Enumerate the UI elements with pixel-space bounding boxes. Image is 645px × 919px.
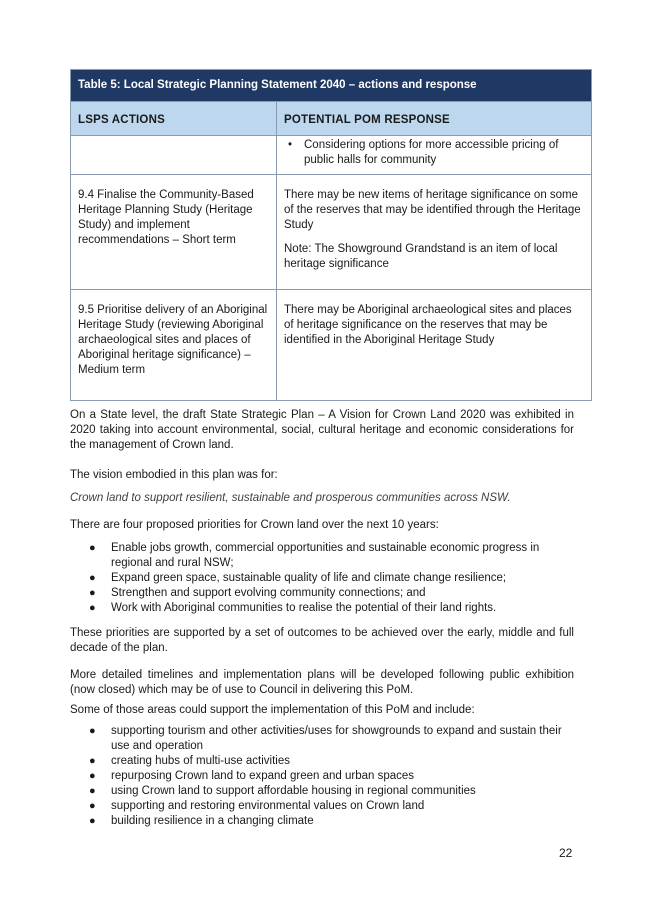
paragraph-areas-intro <box>70 703 574 718</box>
vision-quote <box>70 491 574 506</box>
bullet-icon: ● <box>89 542 96 554</box>
paragraph-state-plan <box>70 408 574 453</box>
list-item-text: Strengthen and support evolving community connections; and <box>111 587 426 599</box>
list-item <box>70 769 574 784</box>
areas-list <box>70 724 574 829</box>
paragraph-timelines <box>70 668 574 698</box>
list-item-text: creating hubs of multi-use activities <box>111 755 290 767</box>
lsps-table <box>70 69 592 401</box>
response-bullet-text: Considering options for more accessible pricing of public halls for community <box>304 139 559 166</box>
list-item <box>70 586 574 601</box>
column-header-response: POTENTIAL POM RESPONSE <box>277 102 592 136</box>
response-note: Note: The Showground Grandstand is an item of local heritage significance <box>284 243 558 270</box>
table-row <box>71 290 592 401</box>
list-item <box>70 724 574 754</box>
paragraph-text: On a State level, the draft State Strategic Plan – A Vision for Crown Land 2020 was exhibited in 2020 taking into account environmental, social, cultural heritage and economic considerations for the management of Crown land. <box>70 409 574 451</box>
bullet-icon: ● <box>89 785 96 797</box>
list-item-text: building resilience in a changing climate <box>111 815 314 827</box>
paragraph-vision-intro <box>70 468 574 483</box>
response-cell <box>277 175 592 290</box>
action-text: 9.5 Prioritise delivery of an Aboriginal Heritage Study (reviewing Aboriginal archaeological sites and places of Aboriginal heritage significance) – Medium term <box>78 304 268 376</box>
priorities-list <box>70 541 574 616</box>
list-item <box>70 799 574 814</box>
list-item <box>70 784 574 799</box>
paragraph-text: The vision embodied in this plan was for: <box>70 469 278 481</box>
bullet-icon: ● <box>89 602 96 614</box>
page-number: 22 <box>559 846 573 860</box>
bullet-icon: ● <box>89 755 96 767</box>
bullet-icon: ● <box>89 800 96 812</box>
action-cell <box>71 290 277 401</box>
bullet-icon: ● <box>89 815 96 827</box>
paragraph-text: There are four proposed priorities for Crown land over the next 10 years: <box>70 519 439 531</box>
list-item-text: supporting and restoring environmental values on Crown land <box>111 800 425 812</box>
list-item-text: Enable jobs growth, commercial opportunities and sustainable economic progress in regional and rural NSW; <box>111 542 540 569</box>
response-cell <box>277 136 592 175</box>
bullet-icon: ● <box>89 770 96 782</box>
response-bullet <box>284 138 584 168</box>
paragraph-text: More detailed timelines and implementation plans will be developed following public exhibition (now closed) which may be of use to Council in delivering this PoM. <box>70 669 574 696</box>
list-item <box>70 571 574 586</box>
action-text: 9.4 Finalise the Community-Based Heritage Planning Study (Heritage Study) and implement recommendations – Short term <box>78 189 254 246</box>
list-item-text: repurposing Crown land to expand green and urban spaces <box>111 770 415 782</box>
list-item-text: Expand green space, sustainable quality of life and climate change resilience; <box>111 572 507 584</box>
table-row <box>71 136 592 175</box>
response-text: There may be Aboriginal archaeological sites and places of heritage significance on the reserves that may be identified in the Aboriginal Heritage Study <box>284 304 572 346</box>
bullet-icon: ● <box>89 725 96 737</box>
response-cell <box>277 290 592 401</box>
italic-quote: Crown land to support resilient, sustainable and prosperous communities across NSW. <box>70 492 511 504</box>
response-text: There may be new items of heritage significance on some of the reserves that may be identified through the Heritage Study <box>284 189 581 231</box>
bullet-icon: ● <box>89 572 96 584</box>
column-header-actions: LSPS ACTIONS <box>71 102 277 136</box>
paragraph-text: Some of those areas could support the implementation of this PoM and include: <box>70 704 475 716</box>
table-header-row <box>71 102 592 136</box>
list-item <box>70 541 574 571</box>
table-title-row <box>71 70 592 102</box>
table-row <box>71 175 592 290</box>
list-item-text: using Crown land to support affordable housing in regional communities <box>111 785 476 797</box>
paragraph-text: These priorities are supported by a set of outcomes to be achieved over the early, middle and full decade of the plan. <box>70 627 574 654</box>
table-title: Table 5: Local Strategic Planning Statement 2040 – actions and response <box>71 70 592 102</box>
list-item <box>70 601 574 616</box>
action-cell <box>71 175 277 290</box>
bullet-icon: • <box>288 139 293 151</box>
list-item-text: supporting tourism and other activities/uses for showgrounds to expand and sustain their use and operation <box>111 725 562 752</box>
paragraph-outcomes <box>70 626 574 656</box>
bullet-icon: ● <box>89 587 96 599</box>
list-item <box>70 814 574 829</box>
list-item-text: Work with Aboriginal communities to realise the potential of their land rights. <box>111 602 497 614</box>
list-item <box>70 754 574 769</box>
paragraph-priorities-intro <box>70 518 574 533</box>
action-cell <box>71 136 277 175</box>
